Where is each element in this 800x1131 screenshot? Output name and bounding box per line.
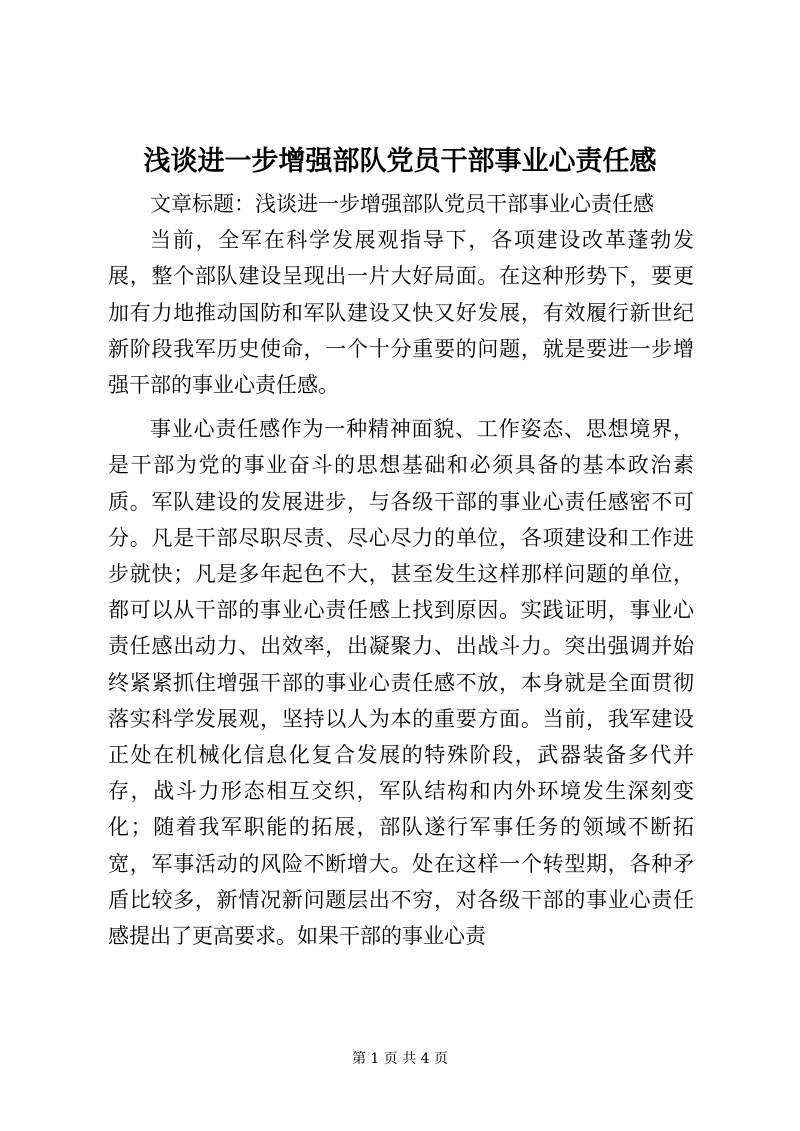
subtitle-line: 文章标题：浅谈进一步增强部队党员干部事业心责任感: [150, 192, 654, 216]
paragraph-2: 事业心责任感作为一种精神面貌、工作姿态、思想境界，是干部为党的事业奋斗的思想基础和必须具备的基本政治素质。军队建设的发展进步，与各级干部的事业心责任感密不可分。凡是干部尽职尽责、尽心尽力的单位，各项建设和工作进步就快；凡是多年起色不大，甚至发生这样那样问题的单位，都可以从干部的事业心责任感上找到原因。实践证明，事业心责任感出动力、出效率，出凝聚力、出战斗力。突出强调并始终紧紧抓住增强干部的事业心责任感不放，本身就是全面贯彻落实科学发展观，坚持以人为本的重要方面。当前，我军建设正处在机械化信息化复合发展的特殊阶段，武器装备多代并存，战斗力形态相互交织，军队结构和内外环境发生深刻变化；随着我军职能的拓展，部队遂行军事任务的领域不断拓宽，军事活动的风险不断增大。处在这样一个转型期，各种矛盾比较多，新情况新问题层出不穷，对各级干部的事业心责任感提出了更高要求。如果干部的事业心责: [108, 417, 694, 949]
document-title: 浅谈进一步增强部队党员干部事业心责任感: [143, 146, 657, 177]
paragraph-1: 当前，全军在科学发展观指导下，各项建设改革蓬勃发展，整个部队建设呈现出一片大好局面。在这种形势下，要更加有力地推动国防和军队建设又快又好发展，有效履行新世纪新阶段我军历史使命，一个十分重要的问题，就是要进一步增强干部的事业心责任感。: [108, 228, 694, 398]
page-number-footer: 第 1 页 共 4 页: [351, 1051, 449, 1067]
document-body: [108, 186, 694, 954]
